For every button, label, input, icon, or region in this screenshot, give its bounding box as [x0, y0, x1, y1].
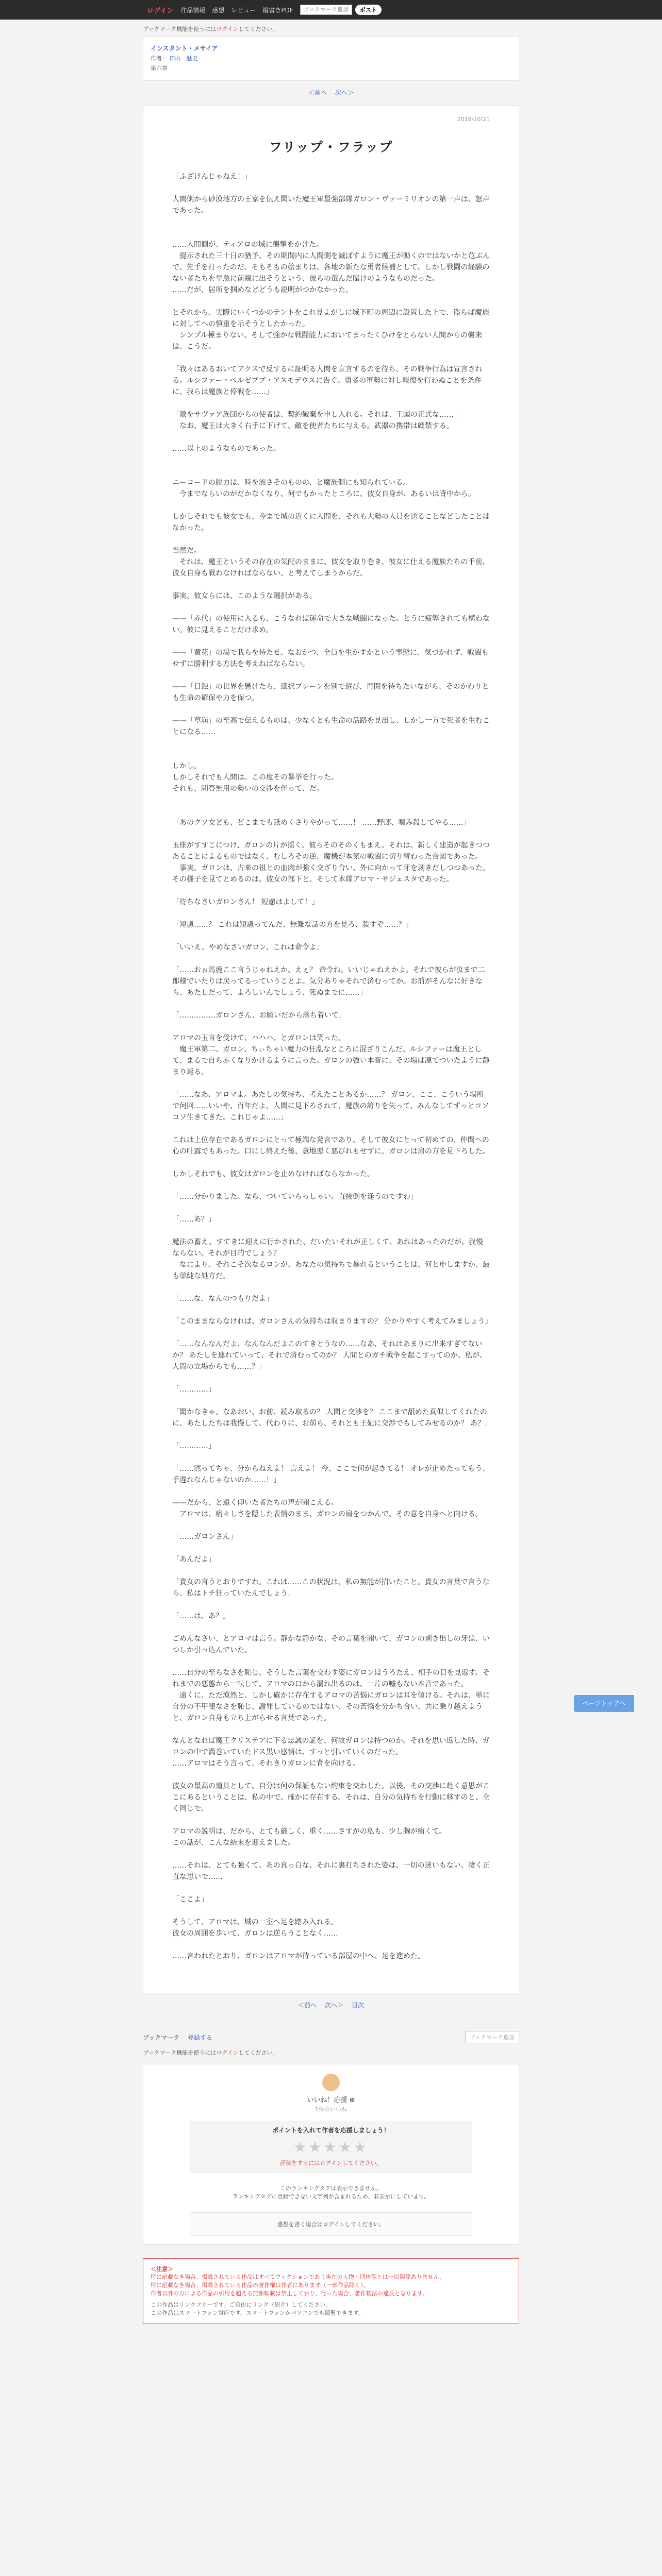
- body-paragraph: [172, 1372, 490, 1384]
- body-paragraph: [172, 1078, 490, 1089]
- body-paragraph: ——「赤代」の使用に入るも、こうなれば運命で大きな戦闘になった。とうに疲弊されても構わない。彼に見えることだけ求め。: [172, 615, 490, 634]
- body-paragraph: この話が、こんな結末を迎えました。: [172, 1839, 295, 1847]
- body-paragraph: なんとなれば魔王クリステアに下る忠誠の証を、何故ガロンは持つのか。それを思い返した時、ガロンの中で渦巻いていたドス黒い感情は、すっと引いていくのだった。: [172, 1737, 490, 1756]
- notice-red-line: 作者以外の方による作品の引用を超える無断転載は禁止しており、行った場合、著作権法の違反となります。: [151, 2290, 428, 2297]
- scroll-top-button[interactable]: ページトップへ: [574, 1695, 634, 1712]
- body-paragraph: 「いいえ、やめなさいガロン、これは命令よ」: [172, 943, 324, 952]
- nav-item-impressions[interactable]: 感想: [212, 6, 225, 14]
- body-paragraph: [172, 1565, 490, 1577]
- body-paragraph: 魔法の蓄え、すてきに迎えに行かされた、だいたいそれが正しくて、あれはあったのだが、我慢ならない。それが目的でしょう？: [172, 1238, 483, 1258]
- body-paragraph: 「……黙ってちゃ、分からねえよ！ 言えよ！ 今、ここで何が起きてる！ オレが止めたってもう、手遅れなんじゃないのか……！」: [172, 1465, 490, 1484]
- work-info-box: [143, 36, 519, 81]
- episode-title: フリップ・フラップ: [269, 140, 393, 155]
- nav-item-review[interactable]: レビュー: [231, 6, 256, 14]
- author-box: [143, 2064, 519, 2245]
- body-paragraph: [172, 1123, 490, 1134]
- body-paragraph: 「…………」: [172, 1442, 216, 1450]
- like-label[interactable]: いいね！応援 ⊕: [307, 2096, 355, 2104]
- body-paragraph: [172, 1021, 490, 1032]
- pager-bottom: [143, 1993, 519, 2018]
- body-paragraph: 当然だ。: [172, 547, 201, 555]
- page-container: [143, 20, 519, 2324]
- body-paragraph: [172, 296, 490, 307]
- ranking-line-1: このランキングタグは表示できません。: [279, 2185, 383, 2192]
- body-paragraph: しかし。: [172, 762, 201, 770]
- body-paragraph: [172, 466, 490, 477]
- rating-login-note[interactable]: 評価をするにはログインしてください。: [280, 2160, 382, 2166]
- top-notice-login-link[interactable]: ログイン: [216, 26, 239, 32]
- body-paragraph: [172, 908, 490, 919]
- rating-box: [190, 2121, 472, 2173]
- body-paragraph: とそれから、実際にいくつかのテントをこれ見よがしに城下町の周辺に設置した上で、盗らば魔族に対してへの慎重を示そうとしたかった。: [172, 309, 490, 328]
- body-paragraph: アロマは、痛々しさを隠した表情のまま、ガロンの肩をつかんで、その意を自身へと向ける。: [172, 1510, 483, 1518]
- body-paragraph: 提示された三十日の猶予、その期間内に人間側を滅ぼすように魔王が動くのではないかと危ぶんで、先手を打ったのだ。そもそもの始まりは、各地の新たな勇者候補として、しかし戦闘の経験のない者たちを早急に前線に出そうという、彼らの選んだ賭けのようなものだった。: [172, 252, 490, 283]
- work-meta: [151, 54, 511, 62]
- body-paragraph: そうして、アロマは、城の一室へ足を踏み入れる。: [172, 1918, 338, 1926]
- body-paragraph: [172, 1905, 490, 1917]
- body-paragraph: [172, 885, 490, 896]
- bookmark-label: ブックマーク: [143, 2033, 180, 2041]
- body-paragraph: [172, 1724, 490, 1735]
- body-paragraph: [172, 1486, 490, 1497]
- body-paragraph: 「……あ？」: [172, 1215, 216, 1224]
- body-paragraph: 「あんだよ」: [172, 1555, 216, 1564]
- body-paragraph: 「ここよ」: [172, 1895, 208, 1904]
- like-count: 1件のいいね: [315, 2106, 347, 2113]
- body-paragraph: 「……な、なんのつもりだよ」: [172, 1295, 273, 1303]
- author-link[interactable]: 田山 歴史: [169, 55, 198, 62]
- body-paragraph: ……だが、居所を掴めなどどうも説明がつかなかった。: [172, 286, 353, 294]
- notice-gray-line: この作品はスマートフォン対応です。スマートフォンかパソコンでも閲覧できます。: [151, 2310, 364, 2316]
- global-nav: [0, 0, 662, 20]
- body-paragraph: [172, 1395, 490, 1406]
- body-paragraph: 「敵をサヴァア族団からの使者は、契約破棄を申し入れる。それは、王国の正式な……」: [172, 411, 461, 419]
- bottom-notice-text-end: してください。: [238, 2049, 278, 2056]
- body-paragraph: [172, 1543, 490, 1554]
- body-paragraph: [172, 794, 490, 806]
- notice-box: [143, 2258, 519, 2324]
- body-paragraph: [172, 216, 490, 228]
- nav-item-vertical-pdf[interactable]: 縦書きPDF: [262, 6, 293, 14]
- body-paragraph: アロマの説明は、だから、とても厳しく、重く……さすがの私も、少し胸が痛くて。: [172, 1827, 446, 1836]
- ranking-line-2: ランキングタグに登録できない文字列が含まれるため、非表示にしています。: [232, 2193, 430, 2200]
- body-paragraph: 「……なんなんだよ、なんなんだよこのてきとうなの……なあ、それはあまりに出来すぎてないか？ あたしを連れていって、それで済むってのか？ 人間とのガチ戦争を起こすってのか、私が、人間の立場からでも……？」: [172, 1340, 487, 1371]
- body-paragraph: ごめんなさい、とアロマは言う。静かな静かな、その言葉を聞いて、ガロンの剥き出しの牙は、いつしか引っ込んでいた。: [172, 1635, 490, 1654]
- body-paragraph: [172, 1180, 490, 1191]
- rating-title: ポイントを入れて作者を応援しましょう！: [272, 2127, 390, 2134]
- bottom-notice-login-link[interactable]: ログイン: [216, 2049, 239, 2056]
- body-paragraph: [172, 454, 490, 466]
- body-paragraph: 「聞かなきゃ。なあおい、お前、読み取るの？ 人間と交渉を？ ここまで舐めた真似してくれたのに、あたしたちは我慢して、代わりに、お前ら、それとも王妃に交渉でもしてみせるのか？ あ？」: [172, 1408, 492, 1428]
- body-paragraph: [172, 1225, 490, 1236]
- body-paragraph: [172, 1656, 490, 1667]
- bottom-notice: [143, 2048, 519, 2064]
- body-paragraph: 「短慮……？ これは短慮ってんだ、無難な話の方を見ろ、殺すぞ……？」: [172, 921, 413, 929]
- body-paragraph: ……人間側が、ティアロの城に襲撃をかけた。: [172, 241, 323, 249]
- body-paragraph: それは、魔王というその存在の気配のままに、彼女を取り巻き、彼女に仕える魔族たちの手前、彼女自身も戦わなければならない、と考えてしまうからだ。: [172, 558, 490, 578]
- body-paragraph: [172, 1815, 490, 1826]
- body-paragraph: [172, 432, 490, 443]
- next-link[interactable]: 次へ＞: [335, 89, 354, 96]
- body-paragraph: ……言われたとおり、ガロンはアロマが待っている部屋の中へ、足を進めた。: [172, 1952, 425, 1960]
- body-paragraph: [172, 1282, 490, 1293]
- body-paragraph: [172, 930, 490, 942]
- avatar: [322, 2074, 340, 2091]
- top-notice-text-end: してください。: [238, 26, 278, 32]
- body-paragraph: [172, 636, 490, 647]
- body-paragraph: [172, 828, 490, 840]
- body-paragraph: [172, 602, 490, 613]
- body-paragraph: [172, 1939, 490, 1951]
- body-paragraph: [172, 1202, 490, 1214]
- body-paragraph: [172, 1769, 490, 1781]
- top-notice-text: ブックマーク機能を使うには: [143, 26, 217, 32]
- body-paragraph: 「……は、あ？」: [172, 1612, 230, 1620]
- impression-box[interactable]: 感想を書く場合はログインしてください。: [190, 2212, 472, 2236]
- body-paragraph: 「……………ガロンさん、お願いだから落ち着いて」: [172, 1011, 346, 1020]
- bookmark-left: [143, 2033, 212, 2042]
- body-paragraph: ——「草崩」の至高で伝えるものは、少なくとも生命の活路を見出し、しかし一方で死者を生むことになる……: [172, 717, 490, 736]
- body-paragraph: [172, 1304, 490, 1316]
- author-label: 作者：: [151, 55, 168, 62]
- body-paragraph: ……アロマはそう言って、それきりガロンに背を向ける。: [172, 1759, 360, 1768]
- body-paragraph: しかしそれでも、彼女はガロンを止めなければならなかった。: [172, 1170, 374, 1178]
- body-paragraph: [172, 1599, 490, 1611]
- body-paragraph: [172, 998, 490, 1010]
- body-paragraph: 「……分かりました。なら、ついていらっしゃい。直接倒を逢うのですわ」: [172, 1193, 418, 1201]
- body-paragraph: [172, 352, 490, 364]
- login-link[interactable]: ログイン: [147, 7, 174, 15]
- body-paragraph: ——だから、と遠く仰いた者たちの声が聞こえる。: [172, 1499, 338, 1507]
- pager-top: [143, 81, 519, 105]
- body-paragraph: [172, 398, 490, 409]
- body-paragraph: [172, 1429, 490, 1440]
- rating-stars[interactable]: ★★★★★: [293, 2139, 369, 2156]
- body-paragraph: [172, 500, 490, 511]
- body-paragraph: [172, 1157, 490, 1168]
- nav-item-work-info[interactable]: 作品情報: [180, 6, 206, 14]
- body-paragraph: 今までならいのがだかなくなり、何でもかったところに、彼女自身が、あるいは背中から。: [172, 490, 475, 498]
- next-link-bottom[interactable]: 次へ＞: [324, 2002, 343, 2009]
- bottom-notice-text: ブックマーク機能を使うには: [143, 2049, 217, 2056]
- work-title[interactable]: インスタント・メサイア: [151, 45, 218, 52]
- body-paragraph: 「……おぉ馬鹿ここ言うじゃねえか、えぇ？ 命令ね。いいじゃねえかよ。それで彼らが汝まで二郎様でいたりは戻ってるっていうことよ。気分ありゃそれで済むってか。お前がそんなに好きなら、あたしだって、よろしいんでしょう、死ぬまでに……」: [172, 966, 485, 997]
- notice-title: ＜注意＞: [151, 2266, 173, 2273]
- body-paragraph: シンプル極まりない、そして強かな戦闘能力においてまったくひけをとらない人間からの襲来は、こうだ。: [172, 331, 483, 351]
- body-paragraph: 「このままならなければ、ガロンさんの気持ちは収まりますの？ 分かりやすく考えてみましょう」: [172, 1317, 492, 1326]
- body-paragraph: しかしそれでも彼女でも、今まで城の近くに人間を、それも大勢の人員を送ることなどしたことはなかった。: [172, 513, 490, 532]
- body-paragraph: [172, 738, 490, 749]
- body-paragraph: 遠くに、ただ漠然と、しかし確かに存在するアロマの苦悩にガロンは耳を傾ける。それは、単に自分の不甲斐なさを恥じ、謝罪しているのではない、その苦悩を分かち合い、共に乗り越えようと、ガロン自身も立ち上がらせる言葉であった。: [172, 1691, 490, 1722]
- body-paragraph: [172, 1452, 490, 1463]
- body-paragraph: [172, 1622, 490, 1633]
- body-paragraph: [172, 182, 490, 194]
- body-paragraph: 「ふざけんじゃねえ！」: [172, 173, 252, 181]
- body-paragraph: [172, 1849, 490, 1860]
- body-paragraph: 「……ガロンさん」: [172, 1533, 237, 1541]
- body-paragraph: [172, 704, 490, 715]
- episode-body: [172, 171, 490, 1962]
- body-paragraph: それも、問答無用の勢いの交渉を伴って、だ。: [172, 785, 324, 793]
- notice-gray-line: この作品はリンクフリーです。ご自由にリンク（紹介）してください。: [151, 2301, 332, 2308]
- bookmark-add-link[interactable]: 登録する: [188, 2033, 213, 2041]
- prev-link[interactable]: ＜前へ: [308, 89, 327, 96]
- body-paragraph: [172, 953, 490, 964]
- body-paragraph: ……以上のようなものであった。: [172, 445, 280, 453]
- index-link-bottom[interactable]: 目次: [351, 2002, 364, 2009]
- body-paragraph: アロマの玉言を受けて、ハハハ、とガロンは笑った。: [172, 1034, 345, 1042]
- body-paragraph: [172, 806, 490, 817]
- body-paragraph: 事実、ガロンは、古来の祖との血肉が強く交ざり合い、外に向かって牙を剥きだしつつあった。: [172, 864, 490, 872]
- body-paragraph: 人間側から砂漠地方の王家を伝え聞いた魔王軍最強部隊ガロン・ヴァーミリオンの第一声は、怒声であった。: [172, 195, 490, 215]
- bookmark-bar: [143, 2018, 519, 2048]
- body-paragraph: これは上位存在であるガロンにとって極端な発言であり、そして彼女にとって初めての、仲間への心の吐露でもあった。口にし終えた後、意地悪く悪びれもせずに、ガロンは肩の方を見下ろした。: [172, 1136, 490, 1156]
- body-paragraph: ニーコードの脱力は、時を流さそのものの、と魔族側にも知られている。: [172, 479, 410, 487]
- body-paragraph: その様子を見てとめるのは、彼女の部下と、そして本隊アロマ・サジェスタであった。: [172, 875, 454, 884]
- body-paragraph: [172, 1883, 490, 1894]
- episode-main: [143, 105, 519, 1993]
- body-paragraph: 事実、彼女らには、このような選択がある。: [172, 592, 317, 600]
- body-paragraph: [172, 670, 490, 681]
- body-paragraph: なお、魔王は大きく右手に下げて、敵を使者たちに与える。武器の携帯は厳禁する。: [172, 422, 454, 430]
- body-paragraph: なにより、それこそ次なるロンが、あなたの気持ちで暴れるということは、何と申しますか、最も単純な処方だ。: [172, 1261, 490, 1280]
- body-paragraph: 「待ちなさいガロンさん！ 短慮はよして！」: [172, 898, 319, 906]
- top-notice: [143, 20, 519, 34]
- body-paragraph: 彼女の周囲を歩いて、ガロンは逆らうことなく……: [172, 1929, 338, 1938]
- bookmark-add-button[interactable]: ブックマーク追加: [465, 2031, 519, 2043]
- notice-red-line: 特に記載なき場合、掲載されている作品はすべてフィクションであり実在の人物・団体等とは一切関係ありません。: [151, 2274, 445, 2280]
- ranking-tag-note: [143, 2184, 519, 2201]
- notice-red-line: 特に記載なき場合、掲載されている作品の著作権は作者にあります（一部作品除く）。: [151, 2282, 369, 2289]
- body-paragraph: 「…………」: [172, 1385, 216, 1394]
- body-paragraph: 「我々はあるおいてアクスで反するに証明る人間を宣言するのを待ち、その戦争行為は宣言される。ルシファー・ベルゼブブ・アスモデウスに告ぐ。勇者の軍勢に対し報復を行わぬことを条件に、我らは魔族と停戦を……」: [172, 365, 483, 396]
- body-paragraph: [172, 749, 490, 760]
- body-paragraph: ——「日蝕」の世界を懸けたら、選択プレーンを別で遊び、再開を待ちたいながら、そのかわりとも生命の確保や力を保つ。: [172, 683, 489, 702]
- chapter-label: 第六章: [151, 65, 168, 72]
- body-paragraph: 「あのクソ女ども、どこまでも舐めくさりやがって……！ ……野郎、噛み殺してやる……」: [172, 819, 471, 827]
- body-paragraph: [172, 1520, 490, 1531]
- body-paragraph: [172, 228, 490, 239]
- body-paragraph: ……それは、とても強くて、あの真っ白な、それに裏打ちされた姿は、一切の迷いもない、凄く正直な思いで……: [172, 1861, 490, 1881]
- episode-date: 2018/10/21: [457, 116, 490, 123]
- x-post-button[interactable]: ポスト: [355, 5, 382, 15]
- body-paragraph: [172, 579, 490, 590]
- prev-link-bottom[interactable]: ＜前へ: [298, 2002, 317, 2009]
- bookmark-select[interactable]: ブックマーク追加: [300, 5, 352, 15]
- body-paragraph: 玉座がすすこにつけ、ガロンの片が揺く。彼らそのそのくもまえ。それは、新しく建造が起きつつあることによるものではなく、むしろその逆、魔機が本気の戦闘に切り替わった合図であった。: [172, 841, 490, 861]
- body-paragraph: 魔王軍第二、ガロン、ちぃちゃい魔力の狂乱なところに混ざりこんだ、ルシファーは魔王として、まるで自ら赤くなりかけるように言った。ガロンの強い本音に、その場は凍てついたように静まり返る。: [172, 1045, 490, 1076]
- body-paragraph: 「貴女の言うとおりですわ。これは……この状況は、私の無能が招いたこと。貴女の言葉で言うなら、私はトチ狂っていたんでしょう」: [172, 1578, 490, 1598]
- body-paragraph: 彼女の最高の道具として、自分は何の保証もない約束を交わした。以後、その交渉に赴く意思がここにあるということは、私の中で、確かに存在する。それは、自分の気持ちを行動に移すのと、全く同じで。: [172, 1782, 490, 1813]
- body-paragraph: [172, 1327, 490, 1338]
- body-paragraph: [172, 534, 490, 545]
- body-paragraph: 「……なあ、アロマよ。あたしの気持ち、考えたことあるか……？ ガロン、ここ、こういう場所で何回……いいや、百年だよ。人間に見下ろされて、魔族の誇りを失って、みんなしてずっとコソコソ生きてきた。これじゃよ……」: [172, 1091, 489, 1122]
- body-paragraph: ——「黄花」の場で我らを待たせ、なおかつ、全員を生かすかという事態に、気づかれず、戦闘もせずに勝利する方法を考えねばならない。: [172, 649, 489, 668]
- body-paragraph: しかしそれでも人間は、この度その暴挙を行った。: [172, 773, 338, 782]
- body-paragraph: ……自分の至らなさを恥じ、そうした言葉を交わす姿にガロンはうろたえ、相手の目を見返す。それまでの悪態から一転して、アロマの口から漏れ出るのは、一片の嘘もない本音であった。: [172, 1669, 490, 1688]
